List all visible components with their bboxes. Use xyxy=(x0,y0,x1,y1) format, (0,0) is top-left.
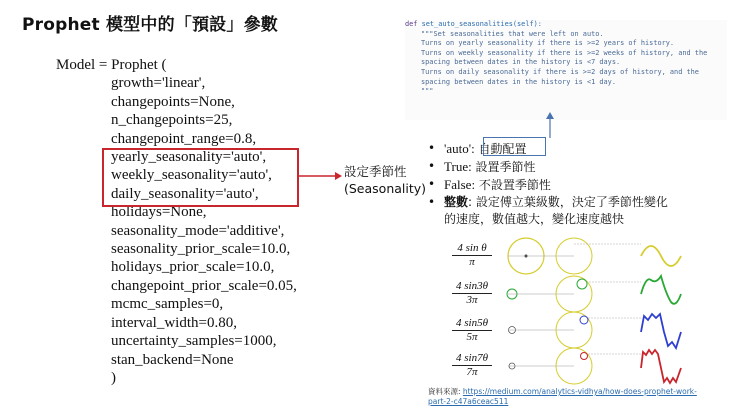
epicycle-row-3 xyxy=(508,312,681,348)
code-line: uncertainty_samples=1000, xyxy=(111,333,277,350)
code-line: yearly_seasonality='auto', xyxy=(111,149,267,166)
annotation-line: 設定季節性 xyxy=(344,164,407,179)
option-key: 'auto': xyxy=(444,141,475,156)
option-value: 設置季節性 xyxy=(475,160,536,174)
doc-line: Turns on weekly seasonality if there is >=2 weeks of history, and the xyxy=(421,48,708,57)
function-signature: set_auto_seasonalities(self): xyxy=(421,20,542,28)
source-link[interactable]: part-2-c47a6ceac511 xyxy=(428,396,509,406)
epicycle-row-1 xyxy=(508,238,681,274)
option-continuation: 的速度，數值越大，變化速度越快 xyxy=(444,212,625,226)
seasonality-options-list xyxy=(428,140,668,228)
red-arrow-icon xyxy=(299,170,343,182)
docstring-snippet xyxy=(405,20,727,120)
code-line: Model = Prophet ( xyxy=(56,57,167,73)
option-value: 不設置季節性 xyxy=(478,178,551,192)
code-line: n_changepoints=25, xyxy=(111,112,233,129)
def-keyword: def xyxy=(405,20,418,28)
doc-line: Turns on daily seasonality if there is >=2 days of history, and the xyxy=(421,67,699,76)
option-value: 自動配置 xyxy=(478,142,527,156)
epicycle-row-2 xyxy=(507,276,681,312)
doc-line: spacing between dates in the history is <1 day. xyxy=(421,77,616,86)
option-key: 整數 xyxy=(444,195,469,209)
code-line: changepoint_range=0.8, xyxy=(111,130,257,147)
code-line: interval_width=0.80, xyxy=(111,314,237,331)
option-value: : 設定傅立葉級數，決定了季節性變化 xyxy=(468,195,668,209)
bullet-icon: • xyxy=(428,195,436,209)
code-block xyxy=(56,56,297,387)
code-line: ) xyxy=(111,369,116,386)
doc-line: """ xyxy=(421,87,434,96)
annotation-line: (Seasonality) xyxy=(344,181,427,196)
epicycle-row-4 xyxy=(508,348,681,384)
source-citation xyxy=(428,387,697,406)
doc-line: Turns on yearly seasonality if there is >=2 years of history. xyxy=(421,39,675,48)
bullet-icon: • xyxy=(428,159,436,173)
fraction-label: $\frac{4 \sin 7\theta}{7\pi}$ xyxy=(452,352,492,378)
list-item xyxy=(428,194,668,211)
fraction-label: $\frac{\text{4 sin θ}}{\pi}$ xyxy=(452,242,492,268)
code-line: changepoint_prior_scale=0.05, xyxy=(111,277,297,294)
auto-callout-box xyxy=(483,137,546,156)
code-line: holidays_prior_scale=10.0, xyxy=(111,259,275,276)
option-key: True: xyxy=(444,159,472,174)
blue-arrow-icon xyxy=(546,112,554,138)
code-line: growth='linear', xyxy=(111,75,206,92)
list-item xyxy=(428,158,668,176)
seasonality-highlight-box xyxy=(102,148,299,207)
code-line: seasonality_mode='additive', xyxy=(111,222,285,239)
bullet-icon: • xyxy=(428,177,436,191)
code-line: holidays=None, xyxy=(111,204,207,221)
seasonality-annotation xyxy=(344,163,426,197)
fraction-label: $\frac{4 \sin 3\theta}{3\pi}$ xyxy=(452,280,492,306)
bullet-icon: • xyxy=(428,141,436,155)
doc-line: spacing between dates in the history is <7 days. xyxy=(421,58,621,67)
source-label: 資料來源: xyxy=(428,387,461,396)
fraction-label: $\frac{4 \sin 5\theta}{5\pi}$ xyxy=(452,317,492,343)
code-line: seasonality_prior_scale=10.0, xyxy=(111,241,291,258)
list-item xyxy=(428,140,668,158)
option-key: False: xyxy=(444,177,476,192)
page-title: Prophet 模型中的「預設」參數 xyxy=(22,15,278,35)
source-link[interactable]: https://medium.com/analytics-vidhya/how-does-prophet-work- xyxy=(462,387,697,396)
code-line: daily_seasonality='auto', xyxy=(111,185,259,202)
code-line: weekly_seasonality='auto', xyxy=(111,167,272,184)
code-line: changepoints=None, xyxy=(111,93,235,110)
list-item xyxy=(428,176,668,194)
code-line: mcmc_samples=0, xyxy=(111,296,224,313)
fourier-series-figure xyxy=(446,236,696,386)
doc-line: """Set seasonalities that were left on auto. xyxy=(421,29,604,38)
code-line: stan_backend=None xyxy=(111,351,234,368)
